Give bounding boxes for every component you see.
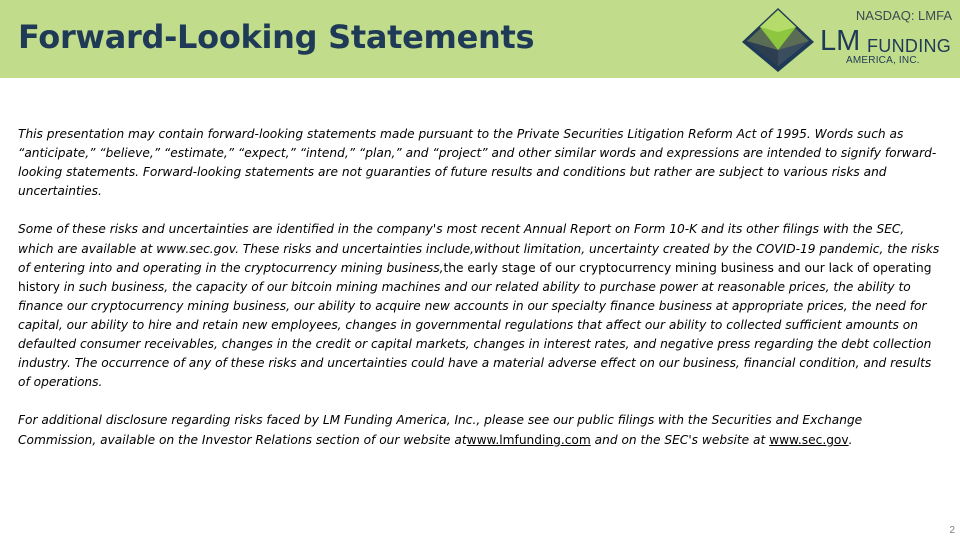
paragraph-2 xyxy=(18,220,940,392)
page-number: 2 xyxy=(949,525,955,536)
paragraph-3-part-c: . xyxy=(848,432,853,447)
stock-ticker: NASDAQ: LMFA xyxy=(855,8,952,23)
paragraph-2-part-b: in such business, the capacity of our bitcoin mining machines and our related ability to purchase power at reasonable prices, the ability to finance our cryptocurrency mining business, our ability to acquire new accounts in our specialty finance business at appropriate prices, the need for capital, our ability to hire and retain new employees, changes in governmental regulations that affect our ability to collected sufficient amounts on defaulted consumer receivables, changes in the credit or capital markets, changes in interest rates, and negative press regarding the debt collection industry. The occurrence of any of these risks and uncertainties could have a material adverse effect on our business, financial condition, and results of operations. xyxy=(18,279,932,390)
company-logo xyxy=(738,6,952,74)
green-diamond-chevron-icon xyxy=(738,6,818,74)
logo-lm-text: LM xyxy=(820,25,861,57)
paragraph-2-part-a: Some of these risks and uncertainties are identified in the company's most recent Annual Report on Form 10-K and its other filings with the SEC, which are available at www.sec.gov. These risks and uncertainties include,without limitation, uncertainty created by the COVID-19 pandemic, the risks of entering into and operating in the cryptocurrency mining business, xyxy=(18,222,940,275)
lmfunding-link[interactable]: www.lmfunding.com xyxy=(466,432,591,447)
paragraph-2-upright: the early stage of our cryptocurrency mining business and our lack of operating history xyxy=(18,260,932,294)
disclaimer-body xyxy=(18,125,940,469)
header-bar xyxy=(0,0,960,78)
paragraph-3-part-b: and on the SEC's website at xyxy=(590,432,770,447)
logo-funding-text: FUNDING xyxy=(867,36,952,56)
logo-america-text: AMERICA, INC. xyxy=(846,55,920,66)
sec-link[interactable]: www.sec.gov xyxy=(769,432,849,447)
paragraph-3-part-a: For additional disclosure regarding risks faced by LM Funding America, Inc., please see our public filings with the Securities and Exchange Commission, available on the Investor Relations section of our website at xyxy=(18,413,863,447)
paragraph-1: This presentation may contain forward-looking statements made pursuant to the Private Securities Litigation Reform Act of 1995. Words such as “anticipate,” “believe,” “estimate,” “expect,” “intend,” “plan,” and “project” and other similar words and expressions are intended to signify forward-looking statements. Forward-looking statements are not guaranties of future results and conditions but rather are subject to various risks and uncertainties. xyxy=(18,127,937,199)
page-title: Forward-Looking Statements xyxy=(18,18,535,56)
paragraph-3 xyxy=(18,411,940,449)
